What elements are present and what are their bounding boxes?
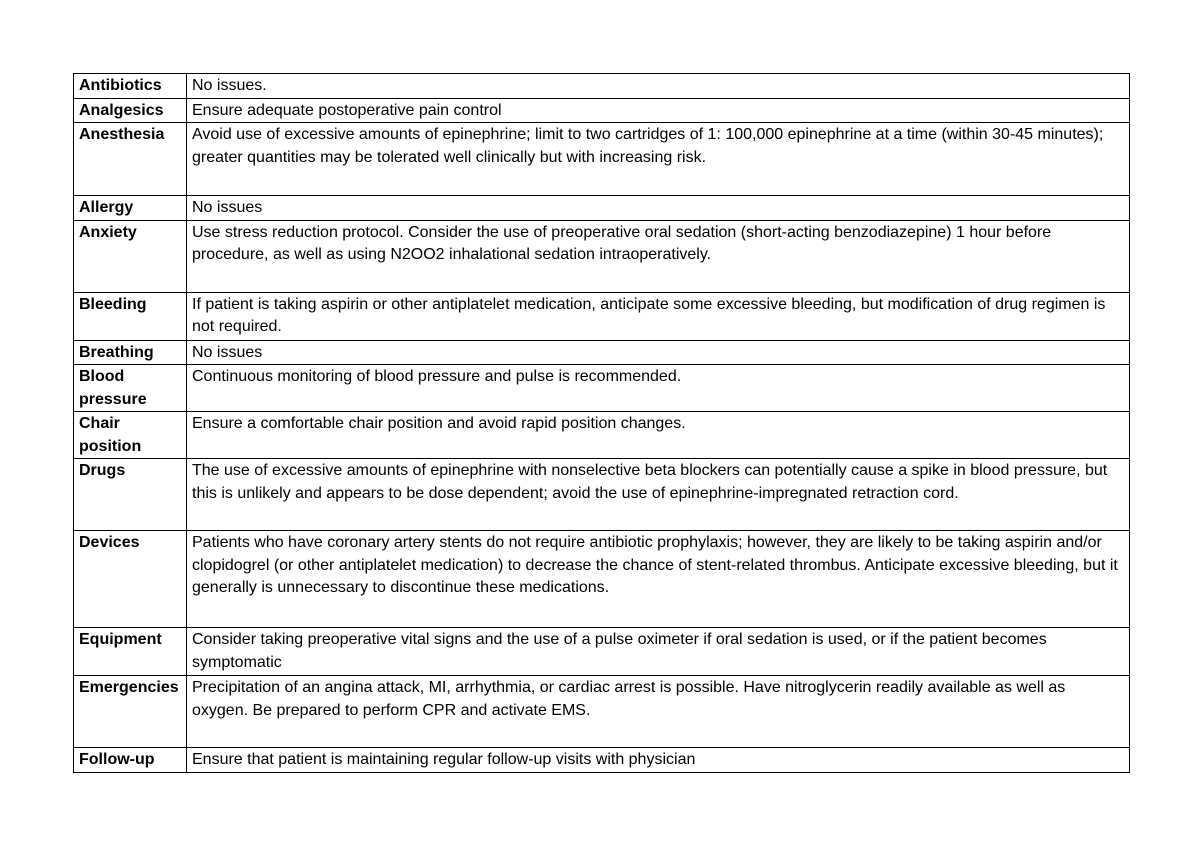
row-text: Continuous monitoring of blood pressure and pulse is recommended. [187,365,1130,412]
row-text: If patient is taking aspirin or other antiplatelet medication, anticipate some excessive bleeding, but modification of drug regimen is not required. [187,292,1130,340]
row-term: Emergencies [74,676,187,748]
row-term: Drugs [74,459,187,531]
row-term: Follow-up [74,748,187,773]
row-term: Chair position [74,412,187,459]
table-row [74,292,1130,340]
table-row [74,628,1130,676]
row-text: Consider taking preoperative vital signs and the use of a pulse oximeter if oral sedation is used, or if the patient becomes symptomatic [187,628,1130,676]
table-row [74,196,1130,221]
row-text: No issues [187,196,1130,221]
row-text: Ensure a comfortable chair position and avoid rapid position changes. [187,412,1130,459]
table-row [74,748,1130,773]
row-text: Ensure adequate postoperative pain control [187,98,1130,123]
table-row [74,459,1130,531]
table-row [74,74,1130,99]
table-row [74,123,1130,196]
row-text: No issues. [187,74,1130,99]
table-row [74,98,1130,123]
row-text: The use of excessive amounts of epinephrine with nonselective beta blockers can potentially cause a spike in blood pressure, but this is unlikely and appears to be dose dependent; avoid the use of epinephrine-impregnated retraction cord. [187,459,1130,531]
table-row [74,365,1130,412]
table-row [74,340,1130,365]
recommendations-table [73,73,1130,773]
row-text: Patients who have coronary artery stents do not require antibiotic prophylaxis; however, they are likely to be taking aspirin and/or clopidogrel (or other antiplatelet medication) to decrease the chance of stent-related thrombus. Anticipate excessive bleeding, but it generally is unnecessary to discontinue these medications. [187,531,1130,628]
row-term: Blood pressure [74,365,187,412]
table-row [74,220,1130,292]
row-text: Avoid use of excessive amounts of epinephrine; limit to two cartridges of 1: 100,000 epinephrine at a time (within 30-45 minutes); greater quantities may be tolerated well clinically but with increasing risk. [187,123,1130,196]
row-term: Anxiety [74,220,187,292]
row-term: Anesthesia [74,123,187,196]
row-term: Bleeding [74,292,187,340]
row-text: Ensure that patient is maintaining regular follow-up visits with physician [187,748,1130,773]
row-term: Antibiotics [74,74,187,99]
row-term: Devices [74,531,187,628]
row-text: Use stress reduction protocol. Consider the use of preoperative oral sedation (short-acting benzodiazepine) 1 hour before procedure, as well as using N2OO2 inhalational sedation intraoperatively. [187,220,1130,292]
row-term: Breathing [74,340,187,365]
table-row [74,531,1130,628]
table-row [74,676,1130,748]
row-term: Analgesics [74,98,187,123]
row-term: Equipment [74,628,187,676]
row-text: No issues [187,340,1130,365]
table-row [74,412,1130,459]
row-term: Allergy [74,196,187,221]
row-text: Precipitation of an angina attack, MI, arrhythmia, or cardiac arrest is possible. Have nitroglycerin readily available as well as oxygen. Be prepared to perform CPR and activate EMS. [187,676,1130,748]
